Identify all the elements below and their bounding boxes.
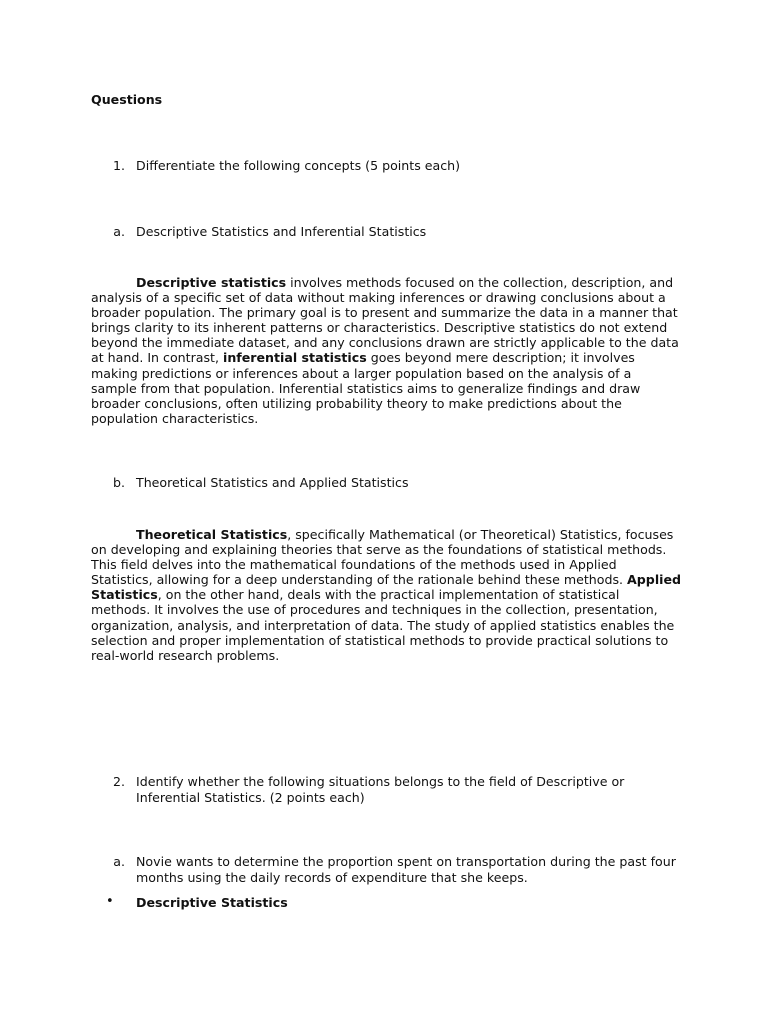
q1a-answer-paragraph bbox=[91, 275, 681, 426]
q2a-marker: a. bbox=[113, 854, 125, 869]
q1a-marker: a. bbox=[113, 224, 125, 239]
q2a-answer: Descriptive Statistics bbox=[136, 895, 288, 910]
term-descriptive-statistics: Descriptive statistics bbox=[136, 275, 287, 290]
term-inferential-statistics: inferential statistics bbox=[223, 350, 367, 366]
q1a-text: Descriptive Statistics and Inferential Statistics bbox=[136, 224, 427, 239]
q1-number: 1. bbox=[112, 158, 125, 173]
q1b-marker: b. bbox=[113, 475, 125, 490]
q1b-answer-part2: , on the other hand, deals with the practical implementation of statistical methods. It involves the use of procedures and techniques in the collection, presentation, organization, analysis, and interpretation of data. The study of applied statistics enables the selection and proper implementation of statistical methods to provide practical solutions to real-world research problems. bbox=[91, 587, 675, 663]
questions-heading: Questions bbox=[91, 92, 163, 107]
q1a-answer-part2: goes beyond mere description; it involves making predictions or inferences about a larger population based on the analysis of a sample from that population. Inferential statistics aims to generalize findings and draw broader conclusions, often utilizing probability theory to make predictions about the population characteristics. bbox=[91, 350, 641, 426]
q1b-answer-part1: , specifically Mathematical (or Theoretical) Statistics, focuses on developing and explaining theories that serve as the foundations of statistical methods. This field delves into the mathematical foundations of the methods used in Applied Statistics, allowing for a deep understanding of the rationale behind these methods. bbox=[91, 527, 674, 588]
q2a-text: Novie wants to determine the proportion spent on transportation during the past four months using the daily records of expenditure that she keeps. bbox=[136, 854, 676, 885]
q1b-answer-paragraph bbox=[91, 527, 681, 663]
q1a-answer-part1: involves methods focused on the collection, description, and analysis of a specific set of data without making inferences or drawing conclusions about a broader population. The primary goal is to present and summarize the data in a manner that brings clarity to its inherent patterns or characteristics. Descriptive statistics do not extend beyond the immediate dataset, and any conclusions drawn are strictly applicable to the data at hand. In contrast, bbox=[91, 275, 679, 366]
q2-text: Identify whether the following situations belongs to the field of Descriptive or Inferential Statistics. (2 points each) bbox=[136, 774, 625, 805]
term-applied-statistics: Applied Statistics bbox=[91, 572, 682, 603]
q1b-text: Theoretical Statistics and Applied Statistics bbox=[136, 475, 409, 490]
q1-text: Differentiate the following concepts (5 points each) bbox=[136, 158, 461, 173]
q2-number: 2. bbox=[112, 774, 125, 789]
term-theoretical-statistics: Theoretical Statistics bbox=[136, 527, 288, 542]
bullet-marker: • bbox=[106, 894, 114, 909]
